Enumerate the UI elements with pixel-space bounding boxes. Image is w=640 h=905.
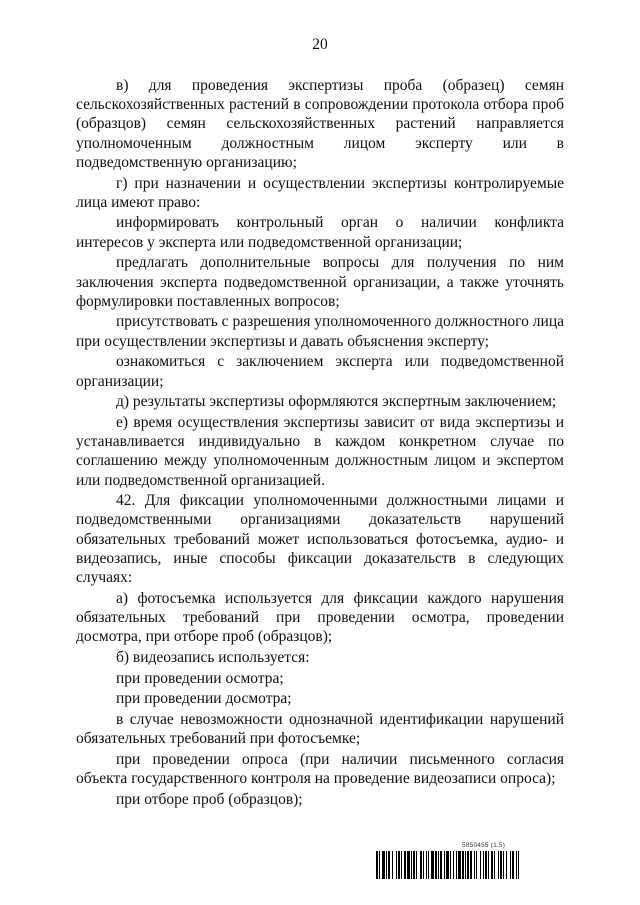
paragraph-video-photo-fail: в случае невозможности однозначной идентификации нарушений обязательных требований при фотосъемке; (76, 711, 564, 748)
paragraph-v: в) для проведения экспертизы проба (образец) семян сельскохозяйственных растений в сопровождении протокола отбора проб (образцов) семян сельскохозяйственных растений направляется уполномоченным должностным лицом эксперту или в подведомственную организацию; (76, 77, 564, 171)
page-number: 20 (312, 36, 328, 53)
paragraph-right-inform: информировать контрольный орган о наличии конфликта интересов у эксперта или подведомственной организации; (76, 214, 564, 251)
paragraph-video-search: при проведении досмотра; (116, 690, 292, 708)
paragraph-42: 42. Для фиксации уполномоченными должностными лицами и подведомственными организациями доказательств нарушений обязательных требований может использоваться фотосъемка, аудио- и видеозапись, иные способы фиксации доказательств в следующих случаях: (76, 492, 564, 587)
document-body (76, 76, 564, 811)
document-code: 5850455 (1.5) (462, 842, 506, 849)
paragraph-g: г) при назначении и осуществлении экспертизы контролируемые лица имеют право: (76, 174, 564, 211)
paragraph-video-interview: при проведении опроса (при наличии письменного согласия объекта государственного контроля на проведение видеозаписи опроса); (76, 750, 564, 788)
paragraph-video-sampling: при отборе проб (образцов); (116, 790, 303, 808)
paragraph-b: б) видеозапись используется: (116, 648, 310, 666)
paragraph-right-attend: присутствовать с разрешения уполномоченного должностного лица при осуществлении экспертизы и давать объяснения эксперту; (76, 313, 564, 350)
paragraph-d: д) результаты экспертизы оформляются экспертным заключением; (116, 393, 557, 411)
paragraph-right-review: ознакомиться с заключением эксперта или подведомственной организации; (76, 353, 564, 390)
paragraph-a: а) фотосъемка используется для фиксации каждого нарушения обязательных требований при проведении осмотра, проведении досмотра, при отборе проб (образцов); (76, 589, 564, 646)
barcode-image (376, 851, 564, 879)
paragraph-e: е) время осуществления экспертизы зависит от вида экспертизы и устанавливается индивидуально в каждом конкретном случае по соглашению между уполномоченным должностным лицом и экспертом или подведомственной организацией. (76, 413, 564, 489)
paragraph-video-inspection: при проведении осмотра; (116, 669, 284, 687)
paragraph-right-questions: предлагать дополнительные вопросы для получения по ним заключения эксперта подведомственной организации, а также уточнять формулировки поставленных вопросов; (76, 254, 564, 310)
